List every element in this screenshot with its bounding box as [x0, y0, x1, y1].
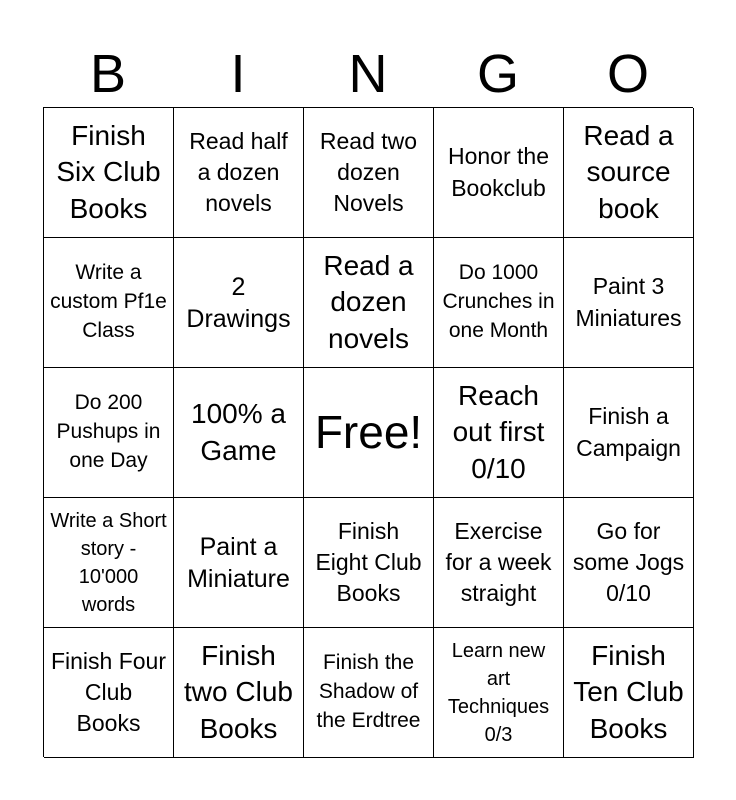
bingo-cell-r5c5[interactable]: Finish Ten Club Books — [564, 628, 694, 758]
bingo-cell-r2c2[interactable]: 2 Drawings — [174, 238, 304, 368]
header-letter-o: O — [606, 44, 649, 104]
bingo-cell-r4c2[interactable]: Paint a Miniature — [174, 498, 304, 628]
bingo-cell-r5c2[interactable]: Finish two Club Books — [174, 628, 304, 758]
bingo-cell-r4c4[interactable]: Exercise for a week straight — [434, 498, 564, 628]
bingo-cell-free[interactable]: Free! — [304, 368, 434, 498]
bingo-cell-r4c1[interactable]: Write a Short story - 10'000 words — [44, 498, 174, 628]
header-letter-g: G — [476, 44, 519, 104]
bingo-cell-r3c2[interactable]: 100% a Game — [174, 368, 304, 498]
bingo-cell-r3c5[interactable]: Finish a Campaign — [564, 368, 694, 498]
bingo-cell-r1c2[interactable]: Read half a dozen novels — [174, 108, 304, 238]
bingo-cell-r2c5[interactable]: Paint 3 Miniatures — [564, 238, 694, 368]
bingo-cell-r3c1[interactable]: Do 200 Pushups in one Day — [44, 368, 174, 498]
header-letter-n: N — [348, 44, 388, 104]
header-letter-b: B — [89, 44, 127, 104]
bingo-cell-r2c3[interactable]: Read a dozen novels — [304, 238, 434, 368]
bingo-header — [43, 40, 693, 108]
bingo-cell-r2c1[interactable]: Write a custom Pf1e Class — [44, 238, 174, 368]
bingo-cell-r4c5[interactable]: Go for some Jogs 0/10 — [564, 498, 694, 628]
bingo-cell-r5c3[interactable]: Finish the Shadow of the Erdtree — [304, 628, 434, 758]
bingo-cell-r1c3[interactable]: Read two dozen Novels — [304, 108, 434, 238]
bingo-cell-r3c4[interactable]: Reach out first 0/10 — [434, 368, 564, 498]
header-letter-i: I — [230, 44, 246, 104]
bingo-cell-r5c4[interactable]: Learn new art Techniques 0/3 — [434, 628, 564, 758]
bingo-board — [43, 107, 693, 757]
bingo-cell-r1c4[interactable]: Honor the Bookclub — [434, 108, 564, 238]
bingo-cell-r4c3[interactable]: Finish Eight Club Books — [304, 498, 434, 628]
bingo-cell-r2c4[interactable]: Do 1000 Crunches in one Month — [434, 238, 564, 368]
bingo-cell-r1c1[interactable]: Finish Six Club Books — [44, 108, 174, 238]
bingo-cell-r5c1[interactable]: Finish Four Club Books — [44, 628, 174, 758]
bingo-cell-r1c5[interactable]: Read a source book — [564, 108, 694, 238]
